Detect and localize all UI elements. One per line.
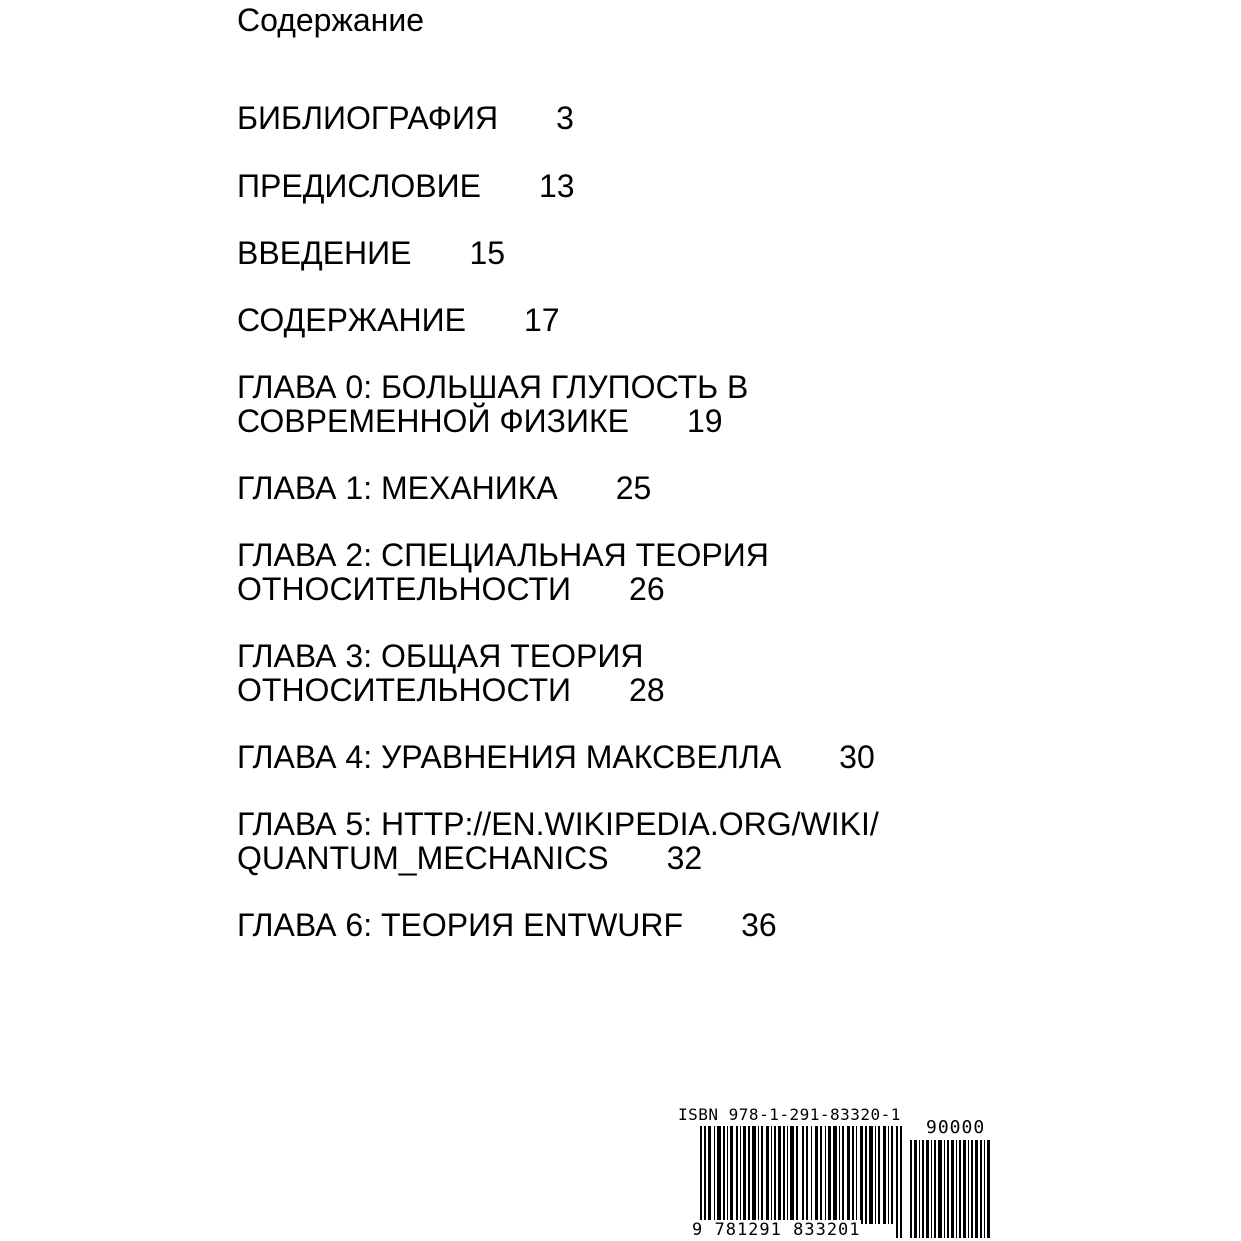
toc-entry-title-line: ГЛАВА 3: ОБЩАЯ ТЕОРИЯ (237, 638, 644, 674)
toc-entry-chapter-5 (237, 807, 879, 875)
toc-entry-preface (237, 169, 575, 203)
toc-entry-chapter-4 (237, 740, 875, 774)
page-title: Содержание (237, 2, 425, 38)
toc-entry-chapter-3 (237, 639, 665, 707)
toc-entry-page: 30 (839, 739, 875, 775)
toc-entry-title-line: ГЛАВА 5: HTTP://EN.WIKIPEDIA.ORG/WIKI/ (237, 806, 879, 842)
toc-entry-page: 3 (556, 100, 574, 136)
barcode-addon-digits: 90000 (926, 1117, 986, 1138)
toc-entry-title-line: ОТНОСИТЕЛЬНОСТИ (237, 571, 572, 607)
toc-entry-bibliography (237, 101, 574, 135)
toc-entry-page: 19 (686, 403, 723, 439)
toc-entry-page: 36 (741, 907, 777, 943)
toc-entry-page: 15 (469, 235, 506, 271)
toc-entry-chapter-2 (237, 538, 769, 606)
toc-entry-page: 13 (538, 168, 575, 204)
toc-entry-page: 28 (629, 672, 665, 708)
toc-entry-contents (237, 303, 560, 337)
toc-entry-title: ПРЕДИСЛОВИЕ (237, 168, 481, 204)
toc-entry-title: СОДЕРЖАНИЕ (237, 302, 466, 338)
addon-bars (910, 1140, 990, 1238)
toc-entry-introduction (237, 236, 505, 270)
toc-entry-title: ВВЕДЕНИЕ (237, 235, 412, 271)
toc-entry-title-line: ОТНОСИТЕЛЬНОСТИ (237, 672, 572, 708)
toc-entry-title: ГЛАВА 6: ТЕОРИЯ ENTWURF (237, 907, 684, 943)
toc-entry-page: 17 (523, 302, 560, 338)
toc-entry-chapter-6 (237, 908, 777, 942)
toc-entry-title-line: ГЛАВА 2: СПЕЦИАЛЬНАЯ ТЕОРИЯ (237, 537, 769, 573)
toc-entry-chapter-1 (237, 471, 651, 505)
isbn-barcode (678, 1106, 998, 1241)
toc-entry-title: БИБЛИОГРАФИЯ (237, 100, 499, 136)
toc-entry-title-line: QUANTUM_MECHANICS (237, 840, 609, 876)
barcode-digits: 9 781291 833201 (692, 1220, 861, 1240)
toc-entry-page: 32 (666, 840, 703, 876)
isbn-number: ISBN 978-1-291-83320-1 (678, 1105, 901, 1124)
toc-entry-page: 25 (615, 470, 652, 506)
toc-entry-title: ГЛАВА 4: УРАВНЕНИЯ МАКСВЕЛЛА (237, 739, 782, 775)
toc-entry-chapter-0 (237, 370, 748, 438)
toc-entry-title-line: СОВРЕМЕННОЙ ФИЗИКЕ (237, 403, 629, 439)
toc-entry-title-line: ГЛАВА 0: БОЛЬШАЯ ГЛУПОСТЬ В (237, 369, 749, 405)
toc-entry-page: 26 (629, 571, 665, 607)
toc-entry-title: ГЛАВА 1: МЕХАНИКА (237, 470, 558, 506)
